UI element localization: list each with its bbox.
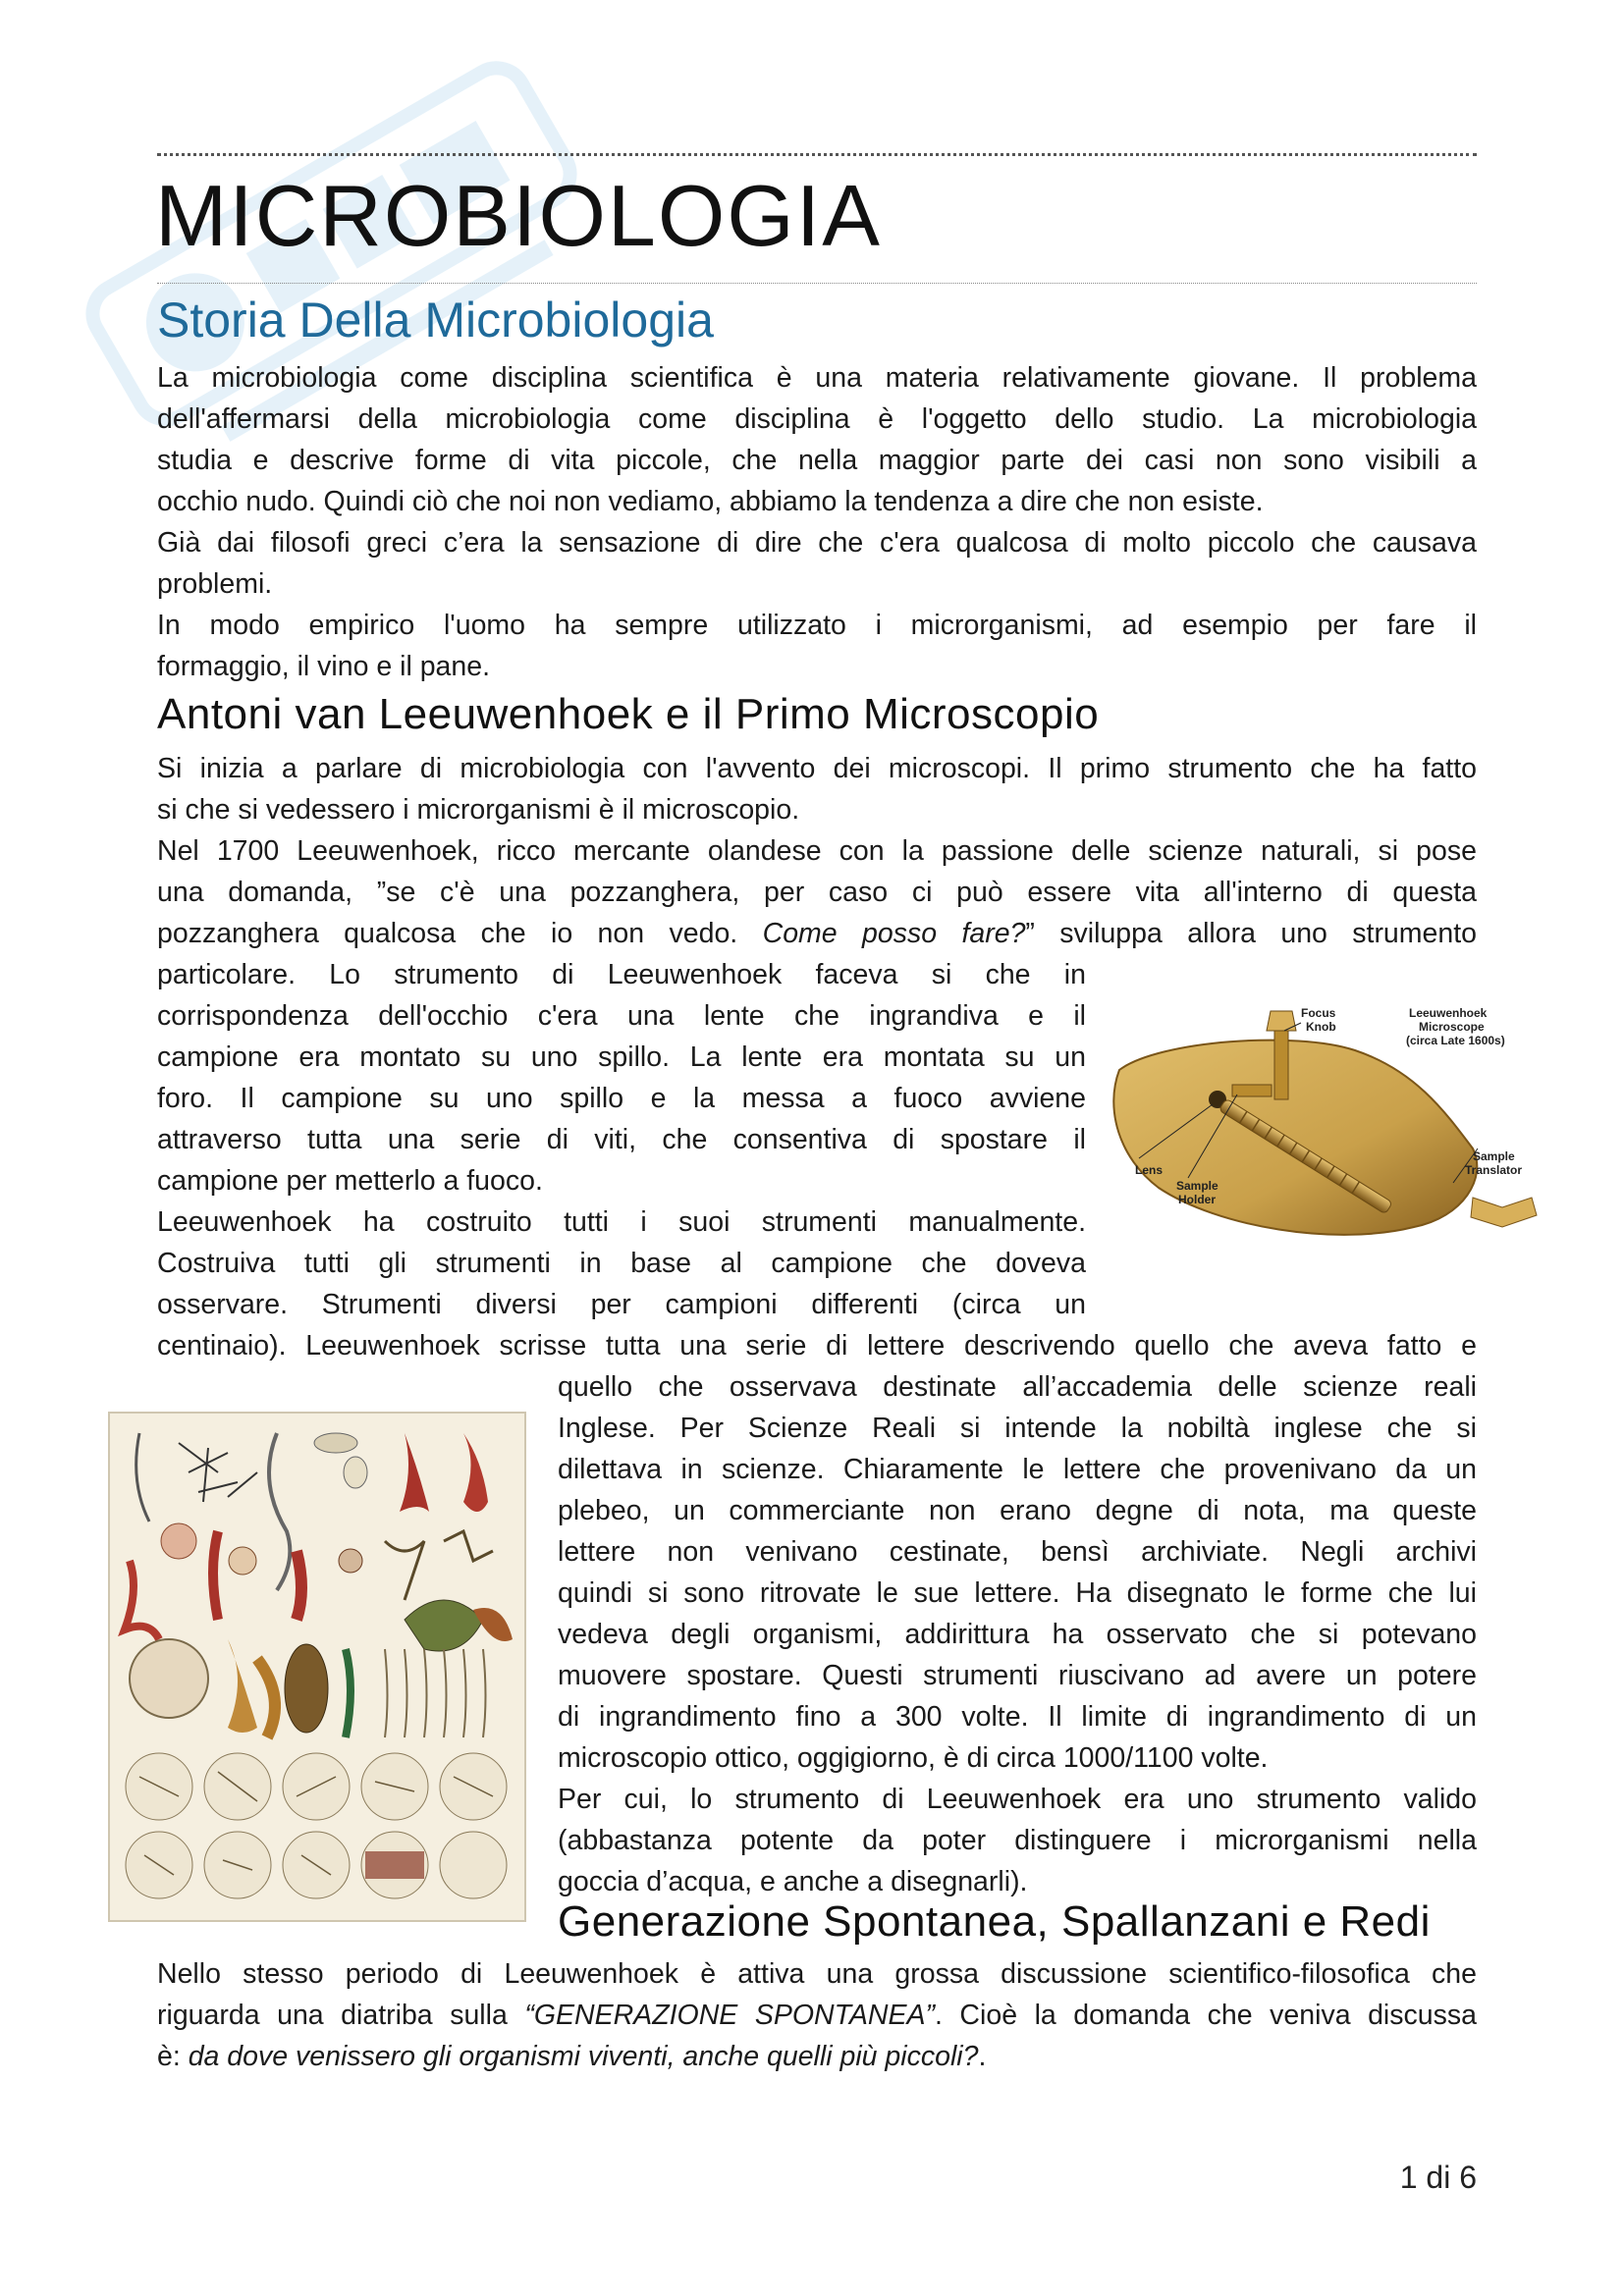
focus-knob-rod xyxy=(1274,1031,1288,1099)
paragraph-storia xyxy=(157,357,1477,687)
text-line: formaggio, il vino e il pane. xyxy=(157,651,491,682)
section-heading-leeuwenhoek: Antoni van Leeuwenhoek e il Primo Microscopio xyxy=(157,690,1100,738)
title-underline-rule xyxy=(157,283,1477,284)
text-line: foro. Il campione su uno spillo e la messa a fuoco avviene xyxy=(157,1083,1086,1114)
text-line: muovere spostare. Questi strumenti riuscivano ad avere un potere xyxy=(558,1660,1477,1691)
label-holder-1: Sample xyxy=(1176,1179,1218,1193)
text-line: dell'affermarsi della microbiologia come disciplina è l'oggetto dello studio. La microbiologia xyxy=(157,403,1477,435)
paragraph-leeuwenhoek-full xyxy=(157,1325,1477,1366)
text-line: quello che osservava destinate all’accademia delle scienze reali xyxy=(558,1371,1477,1403)
page-number: 1 di 6 xyxy=(1399,2160,1477,2195)
text-line: corrispondenza dell'occhio c'era una lente che ingrandiva e il xyxy=(157,1000,1086,1032)
leeuwenhoek-microscope-figure xyxy=(1100,1001,1571,1276)
text-line: problemi. xyxy=(157,568,273,600)
text-line: centinaio). Leeuwenhoek scrisse tutta una serie di lettere descrivendo quello che aveva fatto e xyxy=(157,1330,1477,1362)
text-line: In modo empirico l'uomo ha sempre utilizzato i microrganismi, ad esempio per fare il xyxy=(157,610,1477,641)
text-line: attraverso tutta una serie di viti, che consentiva di spostare il xyxy=(157,1124,1086,1155)
text-span: pozzanghera qualcosa che io non vedo. xyxy=(157,918,763,949)
text-line: particolare. Lo strumento di Leeuwenhoek faceva si che in xyxy=(157,959,1086,990)
label-title-1: Leeuwenhoek xyxy=(1409,1006,1488,1020)
translator-handle xyxy=(1471,1198,1537,1227)
label-title-3: (circa Late 1600s) xyxy=(1406,1034,1505,1047)
label-focus-1: Focus xyxy=(1301,1006,1336,1020)
text-span: ” sviluppa allora uno strumento xyxy=(1025,918,1477,949)
text-line-italic-mix xyxy=(157,1995,1477,2036)
text-line-italic-mix xyxy=(157,2036,1477,2077)
text-line: plebeo, un commerciante non erano degne di nota, ma queste xyxy=(558,1495,1477,1526)
text-line: campione era montato su uno spillo. La lente era montata su un xyxy=(157,1041,1086,1073)
document-title: MICROBIOLOGIA xyxy=(155,167,882,264)
sample-holder xyxy=(1232,1085,1272,1096)
italic-span: Come posso fare? xyxy=(762,918,1026,949)
label-holder-2: Holder xyxy=(1178,1193,1217,1206)
text-line: osservare. Strumenti diversi per campioni differenti (circa un xyxy=(157,1289,1086,1320)
text-line: di ingrandimento fino a 300 volte. Il limite di ingrandimento di un xyxy=(558,1701,1477,1733)
microscope-illustration-icon xyxy=(1100,1001,1571,1276)
label-title-2: Microscope xyxy=(1419,1020,1485,1034)
section-heading-generazione: Generazione Spontanea, Spallanzani e Redi xyxy=(558,1897,1431,1946)
text-line: Inglese. Per Scienze Reali si intende la nobiltà inglese che si xyxy=(558,1413,1477,1444)
top-dotted-rule xyxy=(157,153,1477,156)
label-translator-1: Sample xyxy=(1473,1149,1515,1163)
paragraph-generazione xyxy=(157,1953,1477,2077)
text-span: riguarda una diatriba sulla xyxy=(157,2000,525,2031)
text-line: lettere non venivano cestinate, bensì archiviate. Negli archivi xyxy=(558,1536,1477,1568)
italic-span: da dove venissero gli organismi viventi, anche quelli più piccoli? xyxy=(188,2041,979,2072)
text-line: campione per metterlo a fuoco. xyxy=(157,1165,543,1197)
paragraph-leeuwenhoek-narrow xyxy=(157,954,1086,1325)
text-line: Si inizia a parlare di microbiologia con l'avvento dei microscopi. Il primo strumento che ha fatto xyxy=(157,753,1477,784)
microorganisms-drawings-icon xyxy=(110,1414,524,1920)
text-line: si che si vedessero i microrganismi è il microscopio. xyxy=(157,794,800,826)
text-line: dilettava in scienze. Chiaramente le lettere che provenivano da un xyxy=(558,1454,1477,1485)
text-line: La microbiologia come disciplina scientifica è una materia relativamente giovane. Il problema xyxy=(157,362,1477,394)
text-line: Nello stesso periodo di Leeuwenhoek è attiva una grossa discussione scientifico-filosofica che xyxy=(157,1958,1477,1990)
text-line: occhio nudo. Quindi ciò che noi non vediamo, abbiamo la tendenza a dire che non esiste. xyxy=(157,486,1264,517)
text-line: microscopio ottico, oggigiorno, è di circa 1000/1100 volte. xyxy=(558,1742,1269,1774)
text-line: quindi si sono ritrovate le sue lettere. Ha disegnato le forme che lui xyxy=(558,1577,1477,1609)
text-line-italic-mix xyxy=(157,913,1477,954)
text-line: una domanda, ”se c'è una pozzanghera, per caso ci può essere vita all'interno di questa xyxy=(157,877,1477,908)
label-lens: Lens xyxy=(1135,1163,1164,1177)
text-line: Per cui, lo strumento di Leeuwenhoek era uno strumento valido xyxy=(558,1784,1477,1815)
text-span: è: xyxy=(157,2041,189,2072)
text-line: studia e descrive forme di vita piccole, che nella maggior parte dei casi non sono visibili a xyxy=(157,445,1477,476)
text-span: . Cioè la domanda che veniva discussa xyxy=(934,2000,1477,2031)
paragraph-leeuwenhoek-intro xyxy=(157,748,1477,954)
label-translator-2: Translator xyxy=(1465,1163,1523,1177)
text-line: (abbastanza potente da poter distinguere i microrganismi nella xyxy=(558,1825,1477,1856)
section-heading-storia: Storia Della Microbiologia xyxy=(157,293,714,347)
text-line: Leeuwenhoek ha costruito tutti i suoi strumenti manualmente. xyxy=(157,1206,1086,1238)
paragraph-leeuwenhoek-right xyxy=(558,1366,1477,1902)
text-line: goccia d’acqua, e anche a disegnarli). xyxy=(558,1866,1028,1897)
text-line: vedeva degli organismi, addirittura ha osservato che si potevano xyxy=(558,1619,1477,1650)
italic-span: “GENERAZIONE SPONTANEA” xyxy=(524,2000,935,2031)
label-focus-2: Knob xyxy=(1306,1020,1336,1034)
text-line: Costruiva tutti gli strumenti in base al campione che doveva xyxy=(157,1248,1086,1279)
microorganisms-plate-figure xyxy=(108,1412,526,1922)
text-line: Già dai filosofi greci c’era la sensazione di dire che c'era qualcosa di molto piccolo che causava xyxy=(157,527,1477,559)
text-span: . xyxy=(978,2041,987,2072)
text-line: Nel 1700 Leeuwenhoek, ricco mercante olandese con la passione delle scienze naturali, si pose xyxy=(157,835,1477,867)
